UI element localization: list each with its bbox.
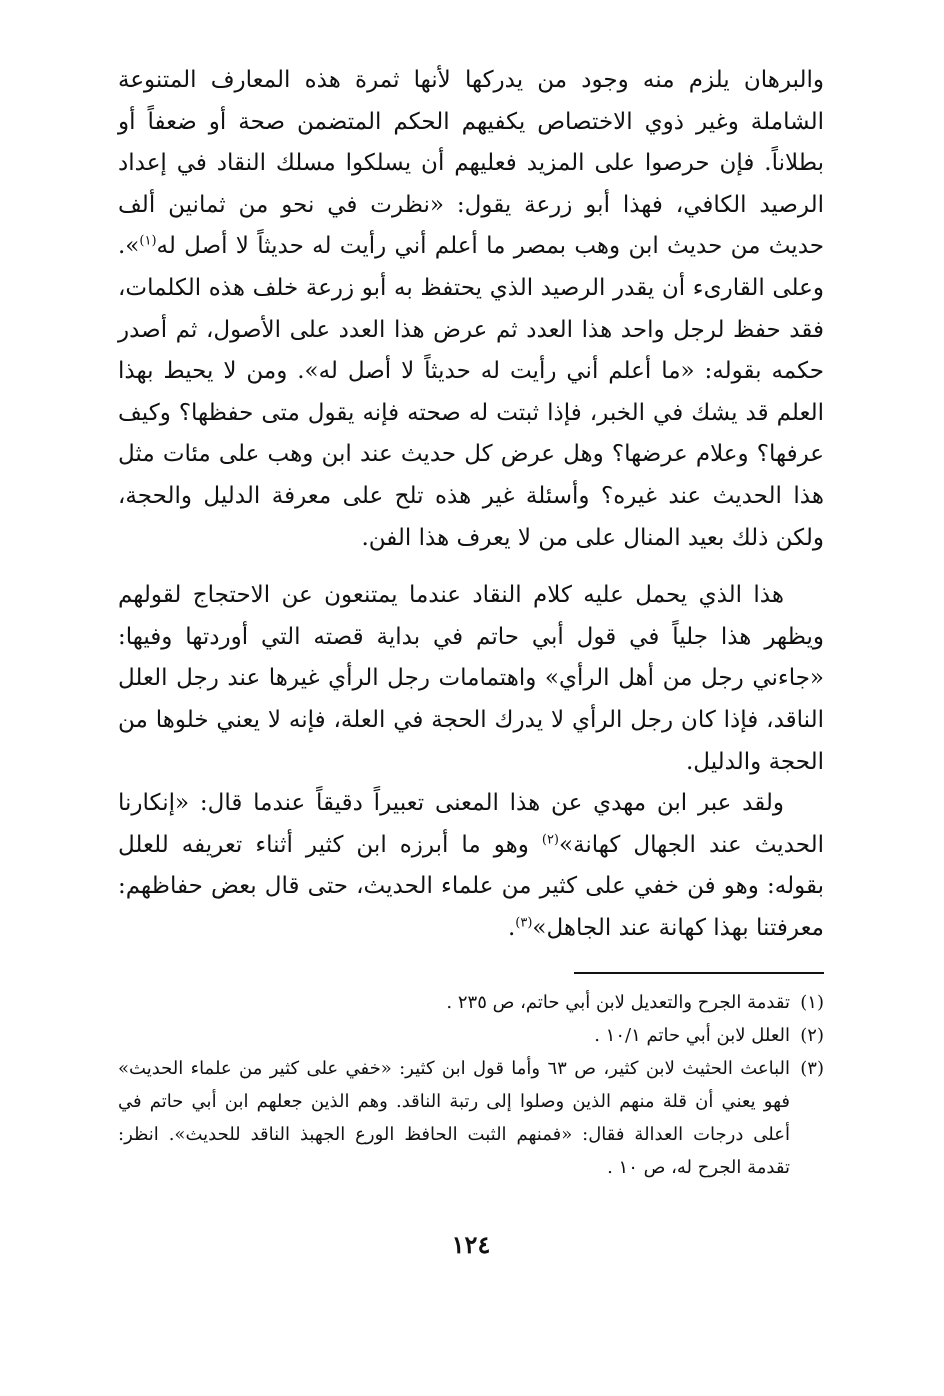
paragraph-3-end: . xyxy=(507,914,516,941)
paragraph-1 xyxy=(118,60,824,559)
paragraph-3-continuation: وهو ما أبرزه ابن كثير أثناء تعريفه للعلل بقوله: وهو فن خفي على كثير من علماء الحديث، حتى قال بعض حفاظهم: معرفتنا بهذا كهانة عند الجاهل» xyxy=(118,831,824,941)
footnote-text: الباعث الحثيث لابن كثير، ص ٦٣ وأما قول ابن كثير: «خفي على كثير من علماء الحديث» فهو يعني أن قلة منهم الذين وصلوا إلى رتبة الناقد. وهم الذين جعلهم ابن أبي حاتم في أعلى درجات العدالة فقال: «فمنهم الثبت الحافظ الورع الجهبذ الناقد للحديث». انظر: تقدمة الجرح له، ص ١٠ . xyxy=(118,1058,791,1178)
footnotes xyxy=(118,986,824,1184)
footnote-ref-1: (١) xyxy=(139,233,157,249)
paragraph-2-text: هذا الذي يحمل عليه كلام النقاد عندما يمتنعون عن الاحتجاج لقولهم ويظهر هذا جلياً في قول أبي حاتم في بداية قصته التي أوردتها وفيها: «جاءني رجل من أهل الرأي» واهتمامات رجل الرأي غيرها عند رجل العلل الناقد، فإذا كان رجل الرأي لا يدرك الحجة في العلة، فإنه لا يعني خلوها من الحجة والدليل. xyxy=(118,582,824,775)
footnote-divider xyxy=(574,972,824,974)
footnote-ref-3: (٣) xyxy=(515,915,533,931)
footnote-number: (٣) xyxy=(800,1058,824,1079)
footnote-2 xyxy=(118,1019,824,1052)
book-page xyxy=(118,60,824,1360)
page-number: ١٢٤ xyxy=(451,1230,491,1259)
footnote-text: تقدمة الجرح والتعديل لابن أبي حاتم، ص ٢٣٥ . xyxy=(446,992,790,1013)
footnote-number: (١) xyxy=(800,992,824,1013)
main-text xyxy=(118,60,824,949)
paragraph-1-continuation: ». وعلى القارىء أن يقدر الرصيد الذي يحتفظ به أبو زرعة خلف هذه الكلمات، فقد حفظ لرجل واحد هذا العدد ثم عرض هذا العدد على الأصول، ثم أصدر حكمه بقوله: «ما أعلم أني رأيت له حديثاً لا أصل له». ومن لا يحيط بهذا العلم قد يشك في الخبر، فإذا ثبتت له صحته فإنه يقول متى حفظها؟ وكيف عرفها؟ وعلام عرضها؟ وهل عرض كل حديث عند ابن وهب على مئات مثل هذا الحديث عند غيره؟ وأسئلة غير هذه تلح على معرفة الدليل والحجة، ولكن ذلك بعيد المنال على من لا يعرف هذا الفن. xyxy=(118,233,824,551)
footnote-ref-2: (٢) xyxy=(541,832,559,848)
paragraph-3-text: ولقد عبر ابن مهدي عن هذا المعنى تعبيراً دقيقاً عندما قال: «إنكارنا الحديث عند الجهال كهانة» xyxy=(118,790,824,858)
footnote-number: (٢) xyxy=(800,1025,824,1046)
paragraph-3 xyxy=(118,783,824,949)
footnote-text: العلل لابن أبي حاتم ١٠/١ . xyxy=(594,1025,790,1046)
paragraph-1-text: والبرهان يلزم منه وجود من يدركها لأنها ثمرة هذه المعارف المتنوعة الشاملة وغير ذوي الاختصاص يكفيهم الحكم المتضمن صحة أو ضعفاً أو بطلاناً. فإن حرصوا على المزيد فعليهم أن يسلكوا مسلك النقاد في إعداد الرصيد الكافي، فهذا أبو زرعة يقول: «نظرت في نحو من ثمانين ألف حديث من حديث ابن وهب بمصر ما أعلم أني رأيت له حديثاً لا أصل له xyxy=(118,67,824,260)
paragraph-2 xyxy=(118,575,824,783)
footnote-1 xyxy=(118,986,824,1019)
footnote-3 xyxy=(118,1052,824,1184)
